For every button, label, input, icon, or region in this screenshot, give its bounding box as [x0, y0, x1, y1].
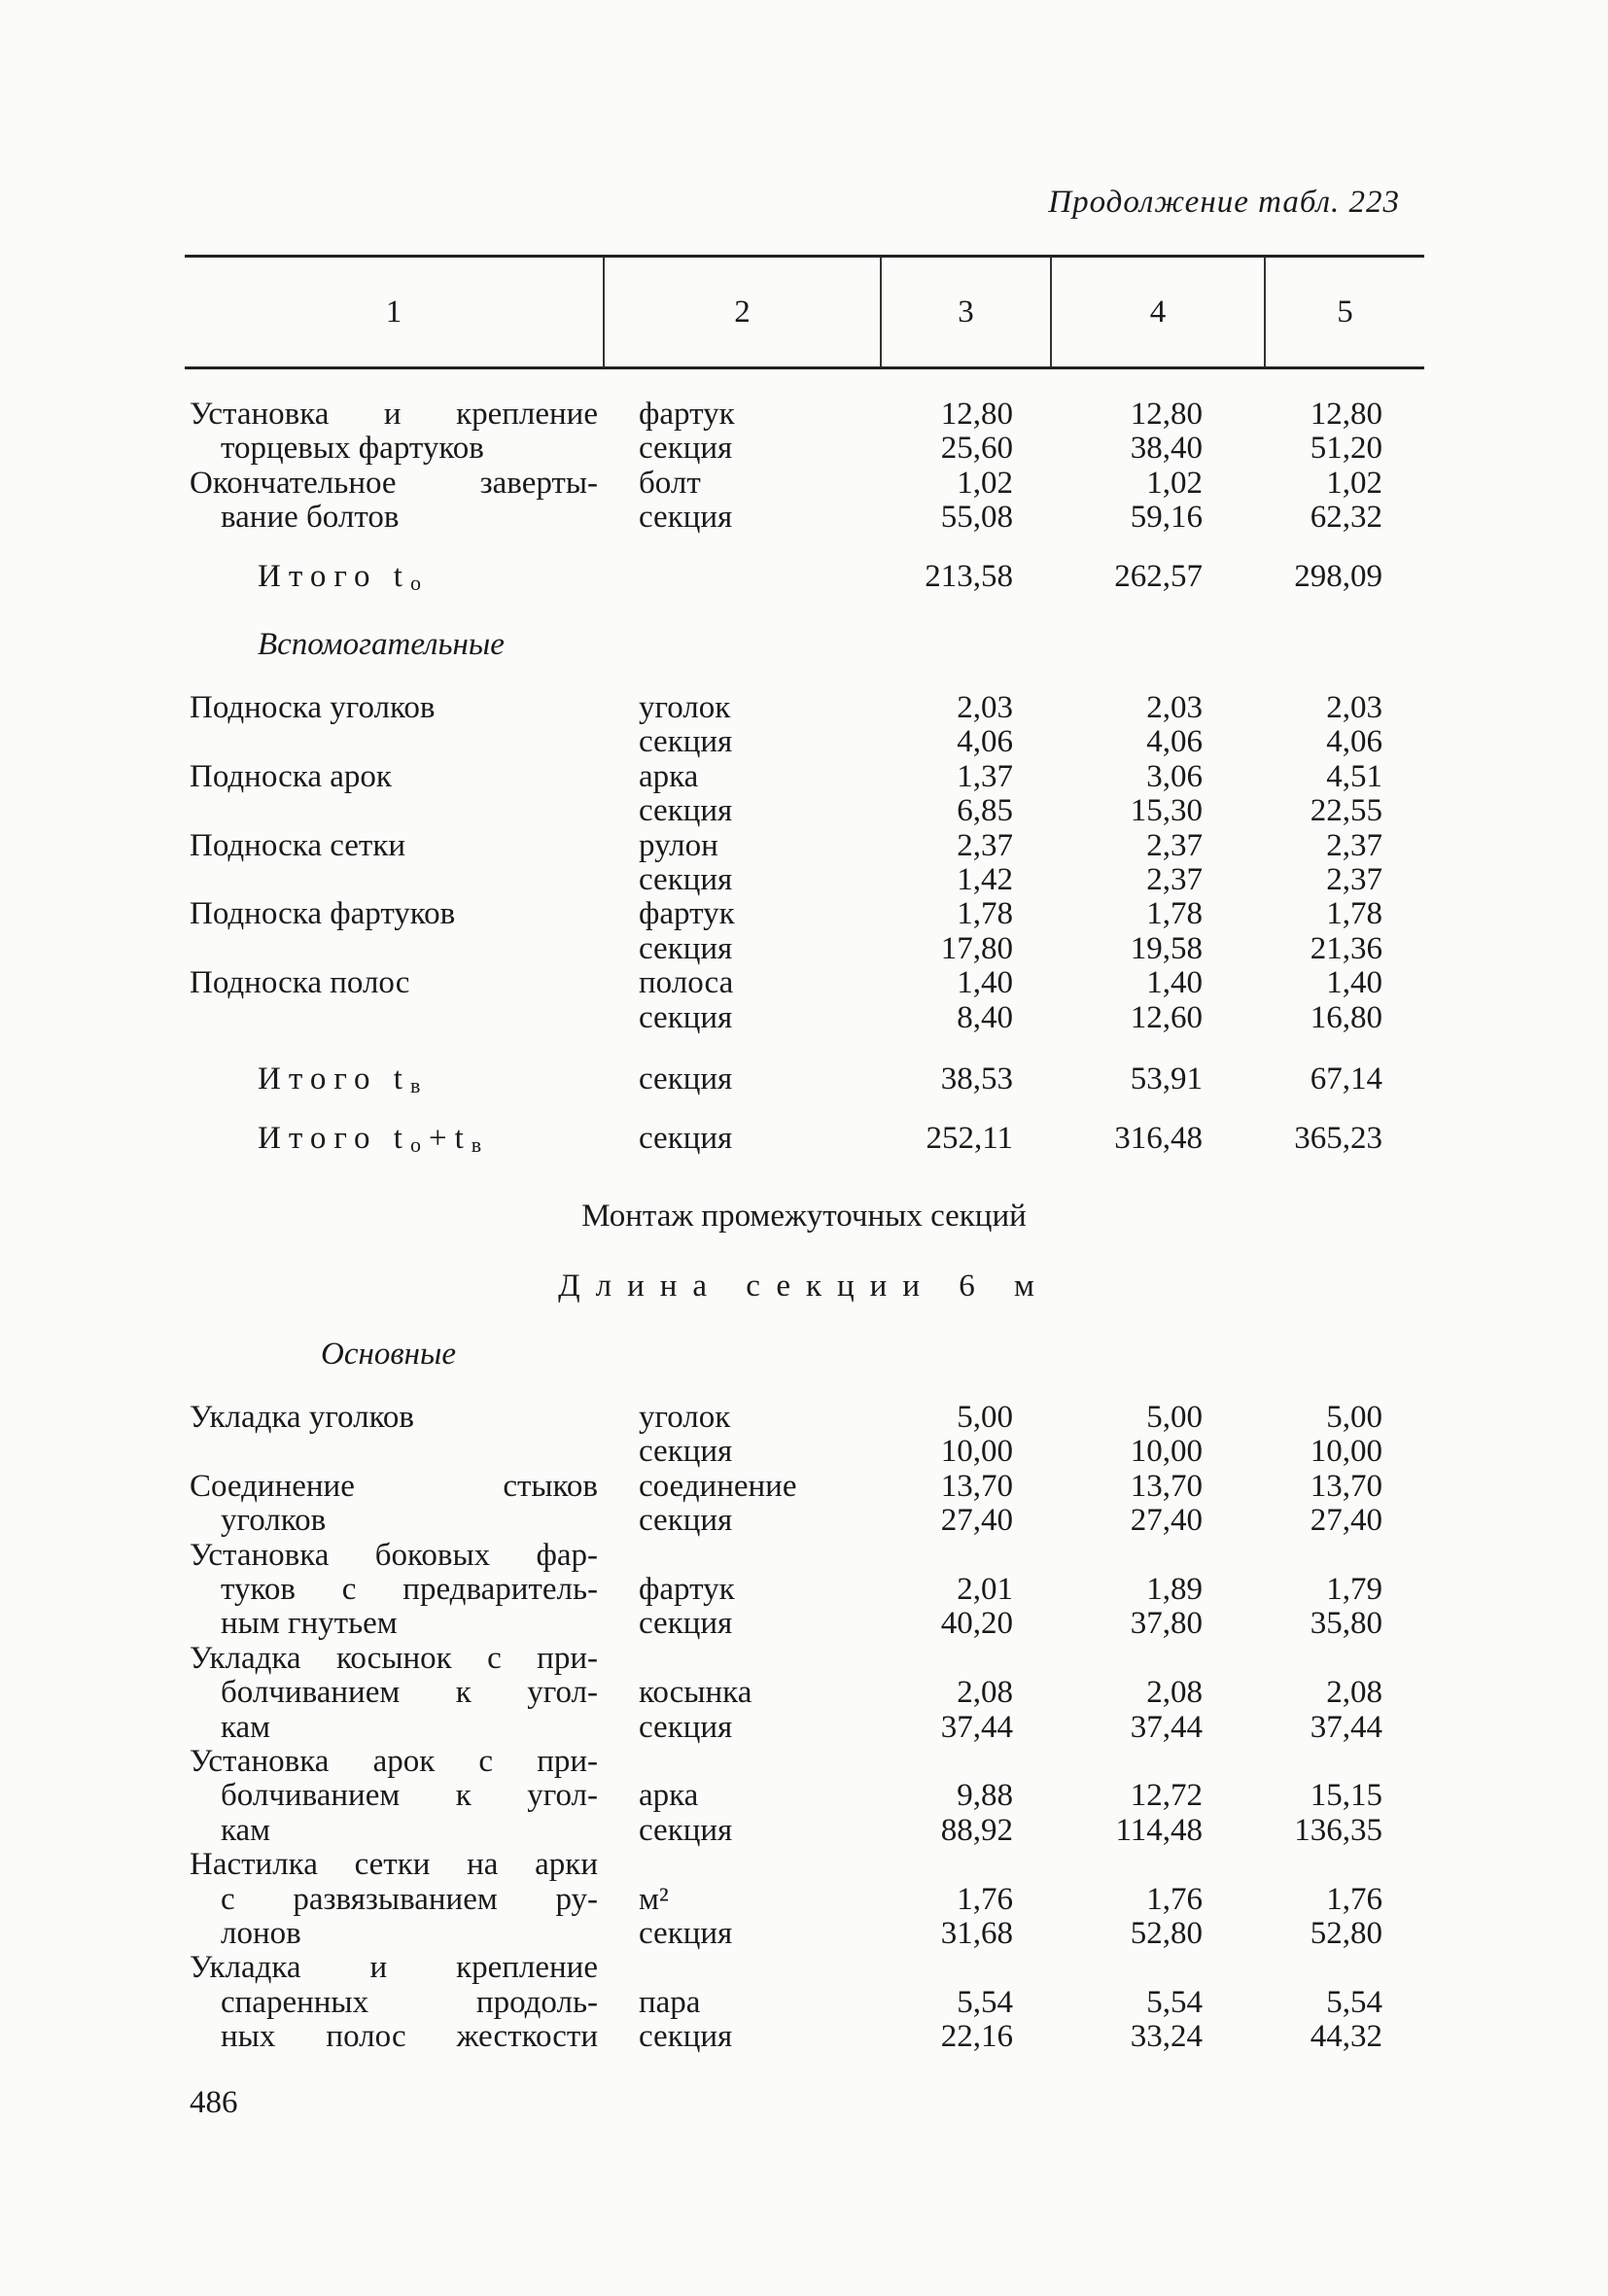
- table-row: [0, 1000, 1608, 1035]
- table-row: [0, 1538, 1608, 1573]
- value-cell: 27,40: [1310, 1503, 1382, 1539]
- unit-cell: арка: [639, 1778, 699, 1814]
- value-cell: 22,16: [940, 2019, 1013, 2055]
- total-value: 53,91: [1130, 1061, 1203, 1096]
- table-row: [0, 724, 1608, 759]
- value-cell: 15,15: [1310, 1778, 1382, 1814]
- table-row: [0, 1916, 1608, 1951]
- table-row: [0, 397, 1608, 432]
- table-row: [0, 828, 1608, 863]
- unit-cell: фартук: [639, 397, 735, 432]
- total-row-ov: [0, 1121, 1608, 1156]
- section-title: Монтаж промежуточных секций: [581, 1199, 1027, 1234]
- total-value: 298,09: [1294, 559, 1382, 594]
- unit-cell: секция: [639, 1434, 733, 1470]
- value-cell: 1,02: [957, 465, 1013, 501]
- operation-cell: кам: [221, 1812, 271, 1848]
- value-cell: 44,32: [1310, 2019, 1382, 2055]
- unit-cell: секция: [639, 862, 733, 897]
- value-cell: 1,40: [1146, 965, 1203, 1001]
- value-cell: 2,01: [957, 1572, 1013, 1607]
- value-cell: 5,00: [957, 1400, 1013, 1435]
- value-cell: 1,76: [1146, 1881, 1203, 1917]
- table-row: [0, 1847, 1608, 1882]
- value-cell: 40,20: [940, 1606, 1013, 1642]
- total-value: 365,23: [1294, 1121, 1382, 1156]
- table-row: [0, 1778, 1608, 1813]
- value-cell: 35,80: [1310, 1606, 1382, 1642]
- unit-cell: уголок: [639, 690, 731, 725]
- value-cell: 2,37: [1326, 862, 1382, 897]
- value-cell: 1,78: [1146, 896, 1203, 932]
- operation-cell: Подноска арок: [190, 758, 392, 794]
- operation-cell: Подноска сетки: [190, 827, 406, 863]
- value-cell: 37,80: [1130, 1606, 1203, 1642]
- total-value: 316,48: [1114, 1121, 1203, 1156]
- value-cell: 4,51: [1326, 758, 1382, 794]
- value-cell: 1,78: [957, 896, 1013, 932]
- total-row-v: [0, 1061, 1608, 1096]
- total-unit: секция: [639, 1121, 733, 1156]
- operation-cell: ным гнутьем: [221, 1606, 398, 1642]
- unit-cell: секция: [639, 431, 733, 467]
- table-row: [0, 500, 1608, 535]
- value-cell: 3,06: [1146, 758, 1203, 794]
- value-cell: 22,55: [1310, 793, 1382, 829]
- table-row: [0, 1469, 1608, 1504]
- value-cell: 2,37: [1146, 862, 1203, 897]
- table-row: [0, 1744, 1608, 1779]
- value-cell: 12,80: [1130, 397, 1203, 432]
- value-cell: 2,08: [1326, 1675, 1382, 1711]
- operation-cell: Установка и крепление: [190, 397, 598, 432]
- main-title: Основные: [321, 1337, 457, 1372]
- unit-cell: секция: [639, 2019, 733, 2055]
- value-cell: 1,02: [1146, 465, 1203, 501]
- total-value: 252,11: [926, 1121, 1013, 1156]
- value-cell: 2,08: [957, 1675, 1013, 1711]
- total-value: 67,14: [1310, 1061, 1382, 1096]
- value-cell: 2,37: [1326, 827, 1382, 863]
- operation-cell: лонов: [221, 1916, 301, 1951]
- total-value: 213,58: [925, 559, 1013, 594]
- table-row: [0, 896, 1608, 931]
- value-cell: 10,00: [940, 1434, 1013, 1470]
- operation-cell: спаренных продоль-: [221, 1984, 598, 2020]
- value-cell: 1,37: [957, 758, 1013, 794]
- value-cell: 19,58: [1130, 930, 1203, 966]
- length-title: Длина секции 6 м: [558, 1269, 1050, 1304]
- value-cell: 9,88: [957, 1778, 1013, 1814]
- header-col-5: 5: [1337, 295, 1353, 330]
- value-cell: 5,54: [1326, 1984, 1382, 2020]
- value-cell: 37,44: [1130, 1709, 1203, 1745]
- value-cell: 38,40: [1130, 431, 1203, 467]
- value-cell: 1,02: [1326, 465, 1382, 501]
- operation-cell: болчиванием к угол-: [221, 1675, 598, 1711]
- unit-cell: болт: [639, 465, 701, 501]
- header-col-1: 1: [385, 295, 402, 330]
- operation-cell: Подноска фартуков: [190, 896, 456, 932]
- aux-title: Вспомогательные: [258, 627, 505, 662]
- table-row: [0, 2019, 1608, 2054]
- unit-cell: секция: [639, 1916, 733, 1951]
- value-cell: 15,30: [1130, 793, 1203, 829]
- value-cell: 2,37: [957, 827, 1013, 863]
- value-cell: 1,79: [1326, 1572, 1382, 1607]
- operation-cell: ных полос жесткости: [221, 2019, 598, 2055]
- operation-cell: Укладка и крепление: [190, 1950, 598, 1986]
- value-cell: 5,00: [1146, 1400, 1203, 1435]
- value-cell: 1,89: [1146, 1572, 1203, 1607]
- table-row: [0, 1434, 1608, 1469]
- header-col-2: 2: [734, 295, 751, 330]
- table-row: [0, 1641, 1608, 1676]
- operation-cell: Подноска полос: [190, 965, 410, 1001]
- unit-cell: секция: [639, 724, 733, 760]
- value-cell: 2,03: [1146, 690, 1203, 725]
- value-cell: 52,80: [1310, 1916, 1382, 1951]
- operation-cell: Окончательное заверты-: [190, 465, 598, 501]
- total-label: Итого $t_o$: [258, 559, 429, 595]
- unit-cell: секция: [639, 500, 733, 536]
- total-row-o: [0, 559, 1608, 594]
- table-row: [0, 1503, 1608, 1538]
- unit-cell: секция: [639, 1606, 733, 1642]
- value-cell: 31,68: [940, 1916, 1013, 1951]
- value-cell: 62,32: [1310, 500, 1382, 536]
- table-row: [0, 1606, 1608, 1641]
- table-row: [0, 1400, 1608, 1435]
- table-row: [0, 1813, 1608, 1848]
- table-row: [0, 1950, 1608, 1985]
- value-cell: 17,80: [940, 930, 1013, 966]
- value-cell: 2,03: [1326, 690, 1382, 725]
- value-cell: 1,78: [1326, 896, 1382, 932]
- value-cell: 25,60: [940, 431, 1013, 467]
- unit-cell: соединение: [639, 1468, 797, 1504]
- header-col-3: 3: [958, 295, 974, 330]
- operation-cell: вание болтов: [221, 500, 400, 536]
- value-cell: 4,06: [1326, 724, 1382, 760]
- operation-cell: туков с предваритель-: [221, 1572, 598, 1607]
- unit-cell: секция: [639, 1709, 733, 1745]
- unit-cell: рулон: [639, 827, 718, 863]
- value-cell: 51,20: [1310, 431, 1382, 467]
- total-value: 262,57: [1114, 559, 1203, 594]
- operation-cell: с развязыванием ру-: [221, 1881, 598, 1917]
- value-cell: 2,37: [1146, 827, 1203, 863]
- value-cell: 13,70: [940, 1468, 1013, 1504]
- value-cell: 37,44: [940, 1709, 1013, 1745]
- operation-cell: уголков: [221, 1503, 327, 1539]
- value-cell: 10,00: [1130, 1434, 1203, 1470]
- table-caption: Продолжение табл. 223: [1048, 185, 1400, 220]
- value-cell: 2,03: [957, 690, 1013, 725]
- value-cell: 16,80: [1310, 999, 1382, 1035]
- value-cell: 12,80: [940, 397, 1013, 432]
- operation-cell: Установка арок с при-: [190, 1744, 598, 1779]
- operation-cell: торцевых фартуков: [221, 431, 484, 467]
- header-col-4: 4: [1149, 295, 1167, 330]
- value-cell: 13,70: [1130, 1468, 1203, 1504]
- page-number: 486: [190, 2085, 238, 2120]
- operation-cell: Соединение стыков: [190, 1468, 598, 1504]
- unit-cell: арка: [639, 758, 699, 794]
- unit-cell: секция: [639, 1812, 733, 1848]
- value-cell: 1,42: [957, 862, 1013, 897]
- value-cell: 27,40: [940, 1503, 1013, 1539]
- value-cell: 13,70: [1310, 1468, 1382, 1504]
- value-cell: 21,36: [1310, 930, 1382, 966]
- unit-cell: фартук: [639, 1572, 735, 1607]
- table-row: [0, 431, 1608, 466]
- table-row: [0, 862, 1608, 897]
- table-row: [0, 793, 1608, 828]
- operation-cell: Укладка уголков: [190, 1400, 415, 1435]
- table-row: [0, 1572, 1608, 1607]
- unit-cell: секция: [639, 1503, 733, 1539]
- table-row: [0, 1985, 1608, 2020]
- value-cell: 4,06: [957, 724, 1013, 760]
- value-cell: 8,40: [957, 999, 1013, 1035]
- unit-cell: секция: [639, 930, 733, 966]
- table-row: [0, 1710, 1608, 1745]
- operation-cell: Настилка сетки на арки: [190, 1847, 598, 1883]
- value-cell: 1,40: [1326, 965, 1382, 1001]
- value-cell: 114,48: [1115, 1812, 1203, 1848]
- unit-cell: м²: [639, 1881, 669, 1917]
- unit-cell: уголок: [639, 1400, 731, 1435]
- table-row: [0, 466, 1608, 501]
- unit-cell: полоса: [639, 965, 734, 1001]
- value-cell: 5,54: [1146, 1984, 1203, 2020]
- unit-cell: секция: [639, 999, 733, 1035]
- value-cell: 6,85: [957, 793, 1013, 829]
- unit-cell: фартук: [639, 896, 735, 932]
- value-cell: 4,06: [1146, 724, 1203, 760]
- total-label: Итого $t_в$: [258, 1061, 429, 1097]
- unit-cell: пара: [639, 1984, 701, 2020]
- value-cell: 5,00: [1326, 1400, 1382, 1435]
- value-cell: 27,40: [1130, 1503, 1203, 1539]
- operation-cell: Установка боковых фар-: [190, 1537, 598, 1573]
- operation-cell: Подноска уголков: [190, 690, 436, 725]
- value-cell: 136,35: [1294, 1812, 1382, 1848]
- operation-cell: болчиванием к угол-: [221, 1778, 598, 1814]
- value-cell: 37,44: [1310, 1709, 1382, 1745]
- value-cell: 1,40: [957, 965, 1013, 1001]
- total-value: 38,53: [940, 1061, 1013, 1096]
- total-unit: секция: [639, 1061, 733, 1096]
- value-cell: 2,08: [1146, 1675, 1203, 1711]
- table-row: [0, 690, 1608, 725]
- table-row: [0, 1675, 1608, 1710]
- table-row: [0, 965, 1608, 1000]
- value-cell: 12,80: [1310, 397, 1382, 432]
- value-cell: 5,54: [957, 1984, 1013, 2020]
- table-header: [185, 255, 1424, 369]
- total-label: Итого $t_o+t_в$: [258, 1121, 490, 1157]
- value-cell: 10,00: [1310, 1434, 1382, 1470]
- value-cell: 59,16: [1130, 500, 1203, 536]
- value-cell: 33,24: [1130, 2019, 1203, 2055]
- operation-cell: кам: [221, 1709, 271, 1745]
- table-row: [0, 759, 1608, 794]
- value-cell: 88,92: [940, 1812, 1013, 1848]
- value-cell: 55,08: [940, 500, 1013, 536]
- value-cell: 1,76: [957, 1881, 1013, 1917]
- value-cell: 12,60: [1130, 999, 1203, 1035]
- operation-cell: Укладка косынок с при-: [190, 1640, 598, 1676]
- value-cell: 52,80: [1130, 1916, 1203, 1951]
- value-cell: 1,76: [1326, 1881, 1382, 1917]
- unit-cell: косынка: [639, 1675, 752, 1711]
- table-row: [0, 931, 1608, 966]
- unit-cell: секция: [639, 793, 733, 829]
- table-row: [0, 1882, 1608, 1917]
- value-cell: 12,72: [1130, 1778, 1203, 1814]
